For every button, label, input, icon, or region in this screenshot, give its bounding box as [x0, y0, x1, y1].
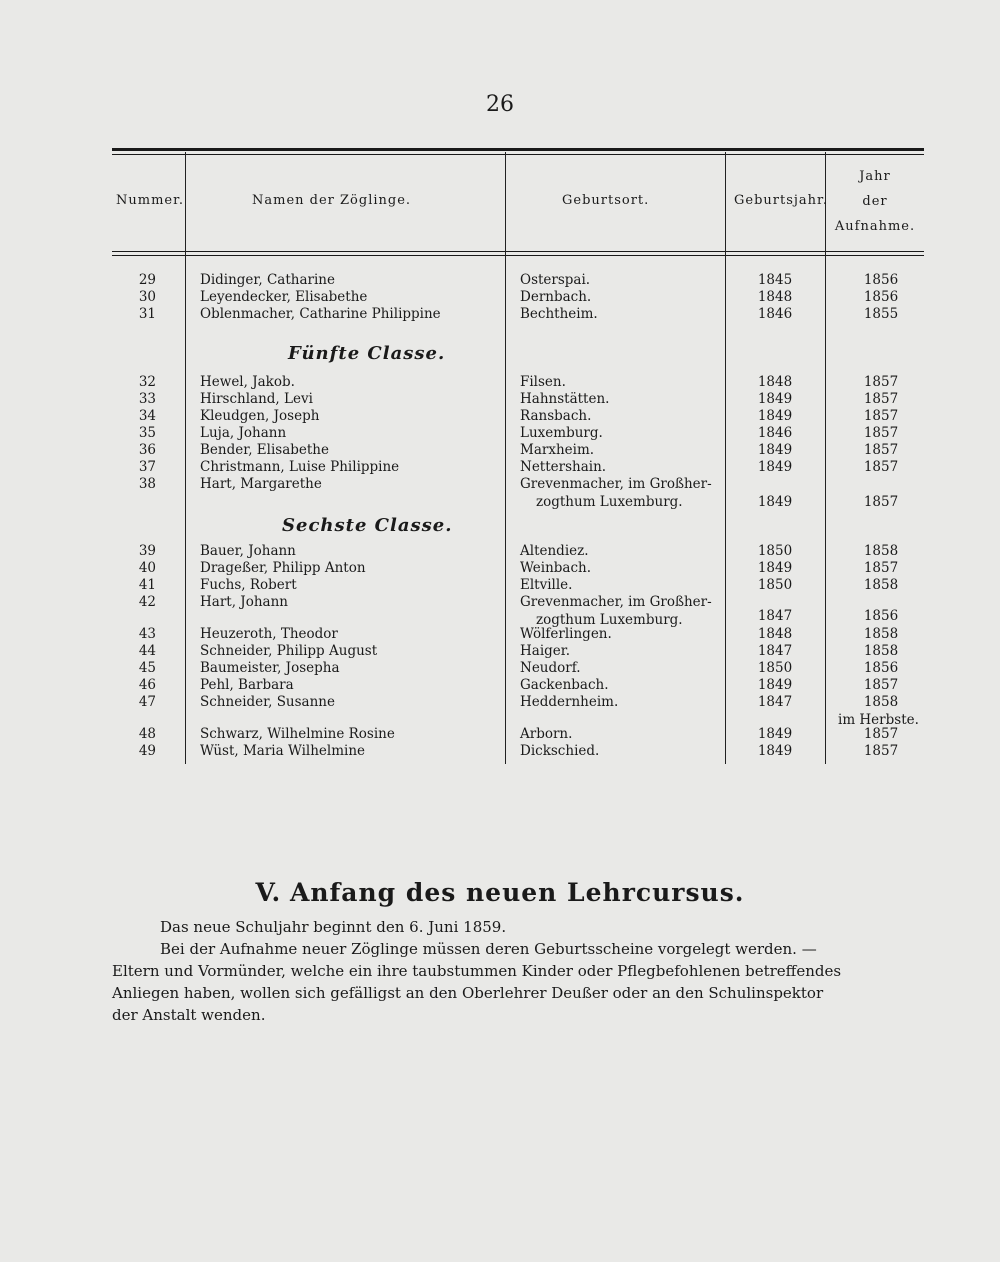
table-top-rule — [112, 148, 924, 151]
paragraph-line: Das neue Schuljahr beginnt den 6. Juni 1859. — [160, 918, 507, 936]
table-header-rule — [112, 251, 924, 252]
row-47-note: im Herbste. — [838, 712, 919, 728]
table-header-rule-2 — [112, 255, 924, 256]
header-aufnahme: Aufnahme. — [834, 219, 916, 234]
section-v-title: Anfang des neuen Lehrcursus. — [289, 878, 745, 907]
paragraph-line: Bei der Aufnahme neuer Zöglinge müssen deren Geburtsscheine vorgelegt werden. — — [160, 940, 817, 958]
header-namen: Namen der Zöglinge. — [252, 193, 412, 208]
document-page: 26 Nummer. Namen der Zöglinge. Geburtsort. Geburtsjahr. Jahr der Aufnahme. 29 Didinger, Catharine Osterspai. 1845 1856 30 Leyendecker, Elisabethe Dernbach. 1848 1856 31 Oblenmacher, Catharine Philippine Bechtheim. 1846 1855 Fünfte Classe. 32 Hewel, Jakob. Filsen. 1848 1857 33 Hirschland, Levi Hahnstätten. 1849 1857 34 Kleudgen, Joseph Ransbach. 1849 1857 35 Luja, Johann Luxemburg. 1846 1857 36 Bender, Elisabethe Marxheim. 1849 1857 37 Christmann, Luise Philippine Nettershain. 1849 1857 38 Hart, Margarethe Grevenmacher, im Großher- zogthum Luxemburg. 1849 1857 Sechste Classe. 39 Bauer, Johann Altendiez. 1850 1858 40 Drageßer, Philipp Anton Weinbach. 1849 1857 41 Fuchs, Robert Eltville. 1850 1858 42 Hart, Johann Grevenmacher, im Großher- zogthum Luxemburg. 1847 1856 43 Heuzeroth, Theodor Wölferlingen. 1848 1858 44 Schneider, Philipp August Haiger. 1847 1858 45 Baumeister, Josepha Neudorf. 1850 1856 46 Pehl, Barbara Gackenbach. 1849 1857 47 Schneider, Susanne Heddernheim. 1847 1858 im Herbste. 48 Schwarz, Wilhelmine Rosine Arborn. 1849 1857 49 Wüst, Maria Wilhelmine Dickschied. 1849 1857 V. Anfang des neuen Lehrcursus. Das neue Schuljahr beginnt den 6. Juni 1859. Bei der Aufnahme neuer Zöglinge müssen deren Geburtsscheine vorgelegt werden. — Eltern und Vormünder, welche ein ihre taubstummen Kinder oder Pflegbefohlenen betreffendes Anliegen haben, wollen sich gefälligst an den Oberlehrer Deußer oder an den Schulinspektor der Anstalt wenden. — [0, 0, 1000, 1262]
col-divider-1 — [185, 152, 186, 764]
section-v-heading — [0, 878, 1000, 907]
paragraph-line: der Anstalt wenden. — [112, 1006, 266, 1024]
paragraph-line: Eltern und Vormünder, welche ein ihre taubstummen Kinder oder Pflegbefohlenen betreffendes — [112, 962, 842, 980]
page-number: 26 — [486, 92, 514, 117]
header-jahr: Jahr — [859, 169, 891, 184]
section-heading-sechste-classe: Sechste Classe. — [282, 515, 453, 536]
paragraph-line: Anliegen haben, wollen sich gefälligst an den Oberlehrer Deußer oder an den Schulinspektor — [112, 984, 824, 1002]
col-divider-2 — [505, 152, 506, 764]
table-top-rule-thin — [112, 154, 924, 155]
header-geburtsjahr: Geburtsjahr. — [734, 193, 828, 208]
section-v-numeral: V. — [255, 878, 282, 907]
header-der: der — [862, 194, 888, 209]
header-nummer: Nummer. — [116, 193, 185, 208]
header-geburtsort: Geburtsort. — [562, 193, 650, 208]
section-heading-fuenfte-classe: Fünfte Classe. — [288, 343, 446, 364]
